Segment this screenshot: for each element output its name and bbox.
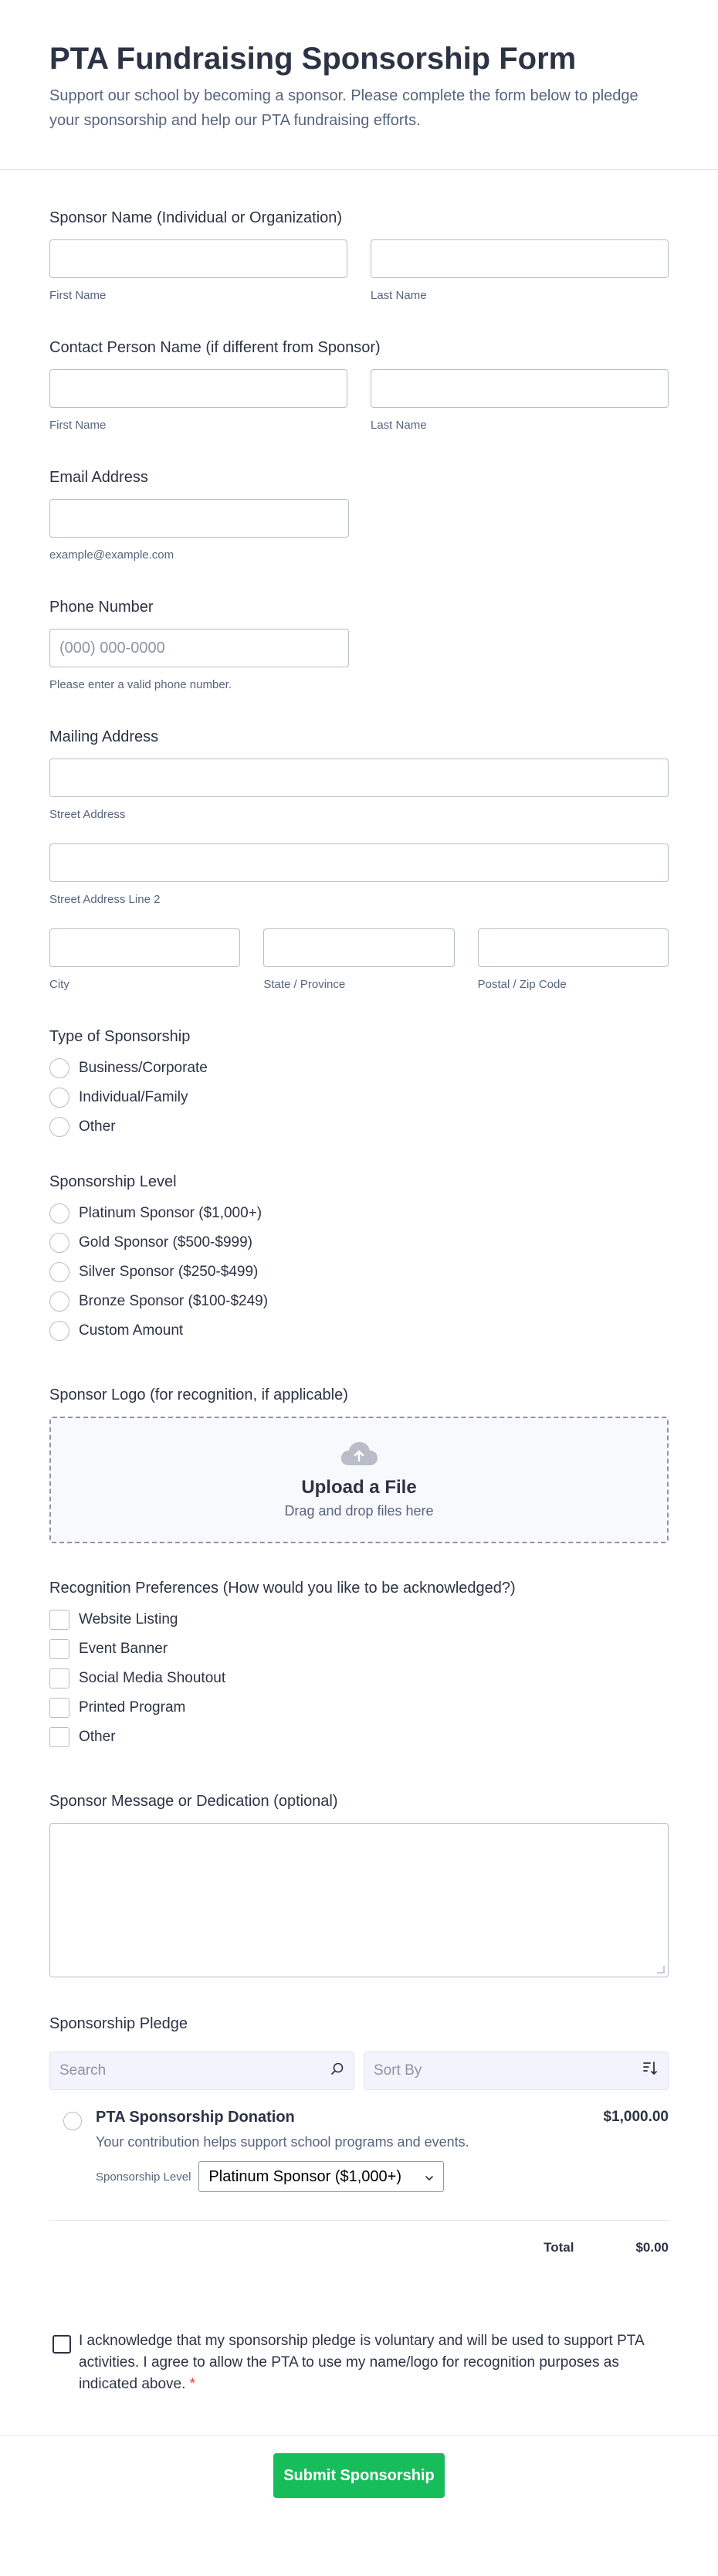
checkbox-option-label: Event Banner	[79, 1641, 168, 1657]
radio-option[interactable]	[49, 1257, 669, 1287]
radio-option[interactable]	[49, 1228, 669, 1257]
city-input[interactable]	[49, 928, 240, 967]
form-body	[0, 207, 718, 2395]
contact-first-name-sublabel: First Name	[49, 419, 107, 432]
sponsor-first-name-sublabel: First Name	[49, 289, 107, 302]
radio-option-label: Bronze Sponsor ($100-$249)	[79, 1293, 269, 1309]
radio-circle[interactable]	[49, 1117, 69, 1137]
submit-button[interactable]: Submit Sponsorship	[273, 2453, 445, 2498]
radio-option[interactable]	[49, 1287, 669, 1316]
radio-option[interactable]	[49, 1112, 669, 1142]
select-value: Platinum Sponsor ($1,000+)	[208, 2167, 402, 2185]
radio-option-label: Individual/Family	[79, 1089, 188, 1105]
search-placeholder: Search	[59, 2062, 107, 2079]
contact-first-name-input[interactable]	[49, 369, 347, 408]
email-sublabel: example@example.com	[49, 548, 174, 562]
message-field	[49, 1790, 669, 1977]
address-label: Mailing Address	[49, 728, 159, 745]
total-row	[49, 2221, 669, 2275]
product-description: Your contribution helps support school programs and events.	[96, 2134, 469, 2150]
radio-circle[interactable]	[49, 1262, 69, 1282]
checkbox-option-label: Other	[79, 1729, 116, 1745]
phone-input[interactable]: (000) 000-0000	[49, 629, 349, 667]
checkbox[interactable]	[49, 1610, 69, 1630]
contact-last-name-input[interactable]	[371, 369, 669, 408]
page-title: PTA Fundraising Sponsorship Form	[49, 42, 577, 76]
upload-title: Upload a File	[301, 1477, 417, 1498]
radio-circle[interactable]	[49, 1321, 69, 1341]
sponsor-name-field	[49, 207, 669, 303]
checkbox-option[interactable]	[49, 1634, 669, 1664]
consent-field	[49, 2330, 669, 2395]
recognition-label: Recognition Preferences (How would you like to be acknowledged?)	[49, 1580, 516, 1597]
checkbox-option-label: Website Listing	[79, 1611, 178, 1627]
form-footer	[0, 2435, 718, 2559]
resize-handle-icon[interactable]	[657, 1966, 665, 1974]
phone-label: Phone Number	[49, 599, 154, 616]
sponsorship-level-field	[49, 1171, 669, 1346]
street-address-2-sublabel: Street Address Line 2	[49, 893, 161, 906]
radio-circle[interactable]	[49, 1088, 69, 1108]
contact-name-field	[49, 337, 669, 433]
email-input[interactable]	[49, 499, 349, 538]
phone-sublabel: Please enter a valid phone number.	[49, 678, 232, 691]
radio-option-label: Other	[79, 1118, 116, 1135]
product-title: PTA Sponsorship Donation	[96, 2109, 295, 2126]
contact-last-name-sublabel: Last Name	[371, 419, 427, 432]
total-value: $0.00	[635, 2240, 669, 2255]
product-radio[interactable]	[63, 2112, 82, 2130]
sponsorship-level-select[interactable]	[198, 2161, 444, 2192]
radio-option-label: Gold Sponsor ($500-$999)	[79, 1234, 252, 1251]
file-upload-dropzone[interactable]	[49, 1417, 669, 1543]
product-option-label: Sponsorship Level	[96, 2170, 191, 2184]
checkbox-option[interactable]	[49, 1605, 669, 1634]
radio-circle[interactable]	[49, 1058, 69, 1078]
sponsor-last-name-sublabel: Last Name	[371, 289, 427, 302]
city-sublabel: City	[49, 978, 69, 991]
product-item[interactable]	[49, 2090, 669, 2221]
checkbox-option-label: Social Media Shoutout	[79, 1670, 226, 1686]
sponsorship-type-label: Type of Sponsorship	[49, 1028, 191, 1045]
radio-option-label: Silver Sponsor ($250-$499)	[79, 1264, 259, 1280]
message-textarea[interactable]	[49, 1823, 669, 1977]
total-label: Total	[544, 2240, 574, 2255]
address-field	[49, 726, 669, 992]
street-address-input[interactable]	[49, 759, 669, 797]
checkbox-option[interactable]	[49, 1664, 669, 1693]
checkbox-option-label: Printed Program	[79, 1699, 186, 1716]
radio-option[interactable]	[49, 1083, 669, 1112]
required-mark: *	[189, 2376, 196, 2392]
consent-text: I acknowledge that my sponsorship pledge is voluntary and will be used to support PTA activities. I agree to allow the PTA to use my name/logo for recognition purposes as indicated above.	[79, 2333, 644, 2392]
sort-placeholder: Sort By	[374, 2062, 422, 2079]
cloud-upload-icon	[340, 1441, 378, 1471]
sponsor-first-name-input[interactable]	[49, 239, 347, 278]
phone-field	[49, 596, 669, 692]
product-search-input[interactable]	[49, 2052, 354, 2090]
sponsorship-level-label: Sponsorship Level	[49, 1173, 177, 1190]
zip-input[interactable]	[478, 928, 669, 967]
email-label: Email Address	[49, 469, 148, 486]
checkbox-option[interactable]	[49, 1722, 669, 1752]
search-icon	[330, 2062, 344, 2080]
pledge-field	[49, 2013, 669, 2275]
logo-upload-field	[49, 1384, 669, 1543]
checkbox-option[interactable]	[49, 1693, 669, 1722]
message-label: Sponsor Message or Dedication (optional)	[49, 1793, 338, 1810]
logo-upload-label: Sponsor Logo (for recognition, if applicable)	[49, 1386, 348, 1403]
consent-checkbox[interactable]	[52, 2335, 71, 2354]
zip-sublabel: Postal / Zip Code	[477, 978, 567, 991]
radio-option[interactable]	[49, 1054, 669, 1083]
chevron-down-icon	[425, 2168, 434, 2186]
radio-option-label: Custom Amount	[79, 1322, 184, 1339]
product-price: $1,000.00	[603, 2109, 669, 2125]
recognition-field	[49, 1577, 669, 1752]
radio-option-label: Platinum Sponsor ($1,000+)	[79, 1205, 262, 1221]
sort-icon	[642, 2061, 659, 2081]
sponsor-last-name-input[interactable]	[371, 239, 669, 278]
form-header	[0, 0, 718, 170]
radio-option[interactable]	[49, 1316, 669, 1346]
pledge-label: Sponsorship Pledge	[49, 2015, 188, 2032]
checkbox[interactable]	[49, 1668, 69, 1688]
email-field	[49, 467, 669, 562]
checkbox[interactable]	[49, 1698, 69, 1718]
state-input[interactable]	[263, 928, 454, 967]
checkbox[interactable]	[49, 1727, 69, 1747]
pledge-toolbar	[49, 2052, 669, 2090]
radio-circle[interactable]	[49, 1291, 69, 1312]
radio-option-label: Business/Corporate	[79, 1060, 208, 1076]
contact-name-label: Contact Person Name (if different from Sponsor)	[49, 339, 381, 356]
page-subtitle: Support our school by becoming a sponsor. Please complete the form below to pledge your sponsorship and help our PTA fundraising efforts.	[49, 87, 638, 129]
radio-option[interactable]	[49, 1199, 669, 1228]
street-address-2-input[interactable]	[49, 843, 669, 882]
sponsorship-type-field	[49, 1026, 669, 1142]
street-address-sublabel: Street Address	[49, 808, 126, 821]
state-sublabel: State / Province	[263, 978, 346, 991]
radio-circle[interactable]	[49, 1203, 69, 1224]
checkbox[interactable]	[49, 1639, 69, 1659]
product-sort-select[interactable]	[364, 2052, 669, 2090]
radio-circle[interactable]	[49, 1233, 69, 1253]
upload-subtitle: Drag and drop files here	[284, 1503, 434, 1519]
sponsor-name-label: Sponsor Name (Individual or Organization)	[49, 209, 343, 226]
